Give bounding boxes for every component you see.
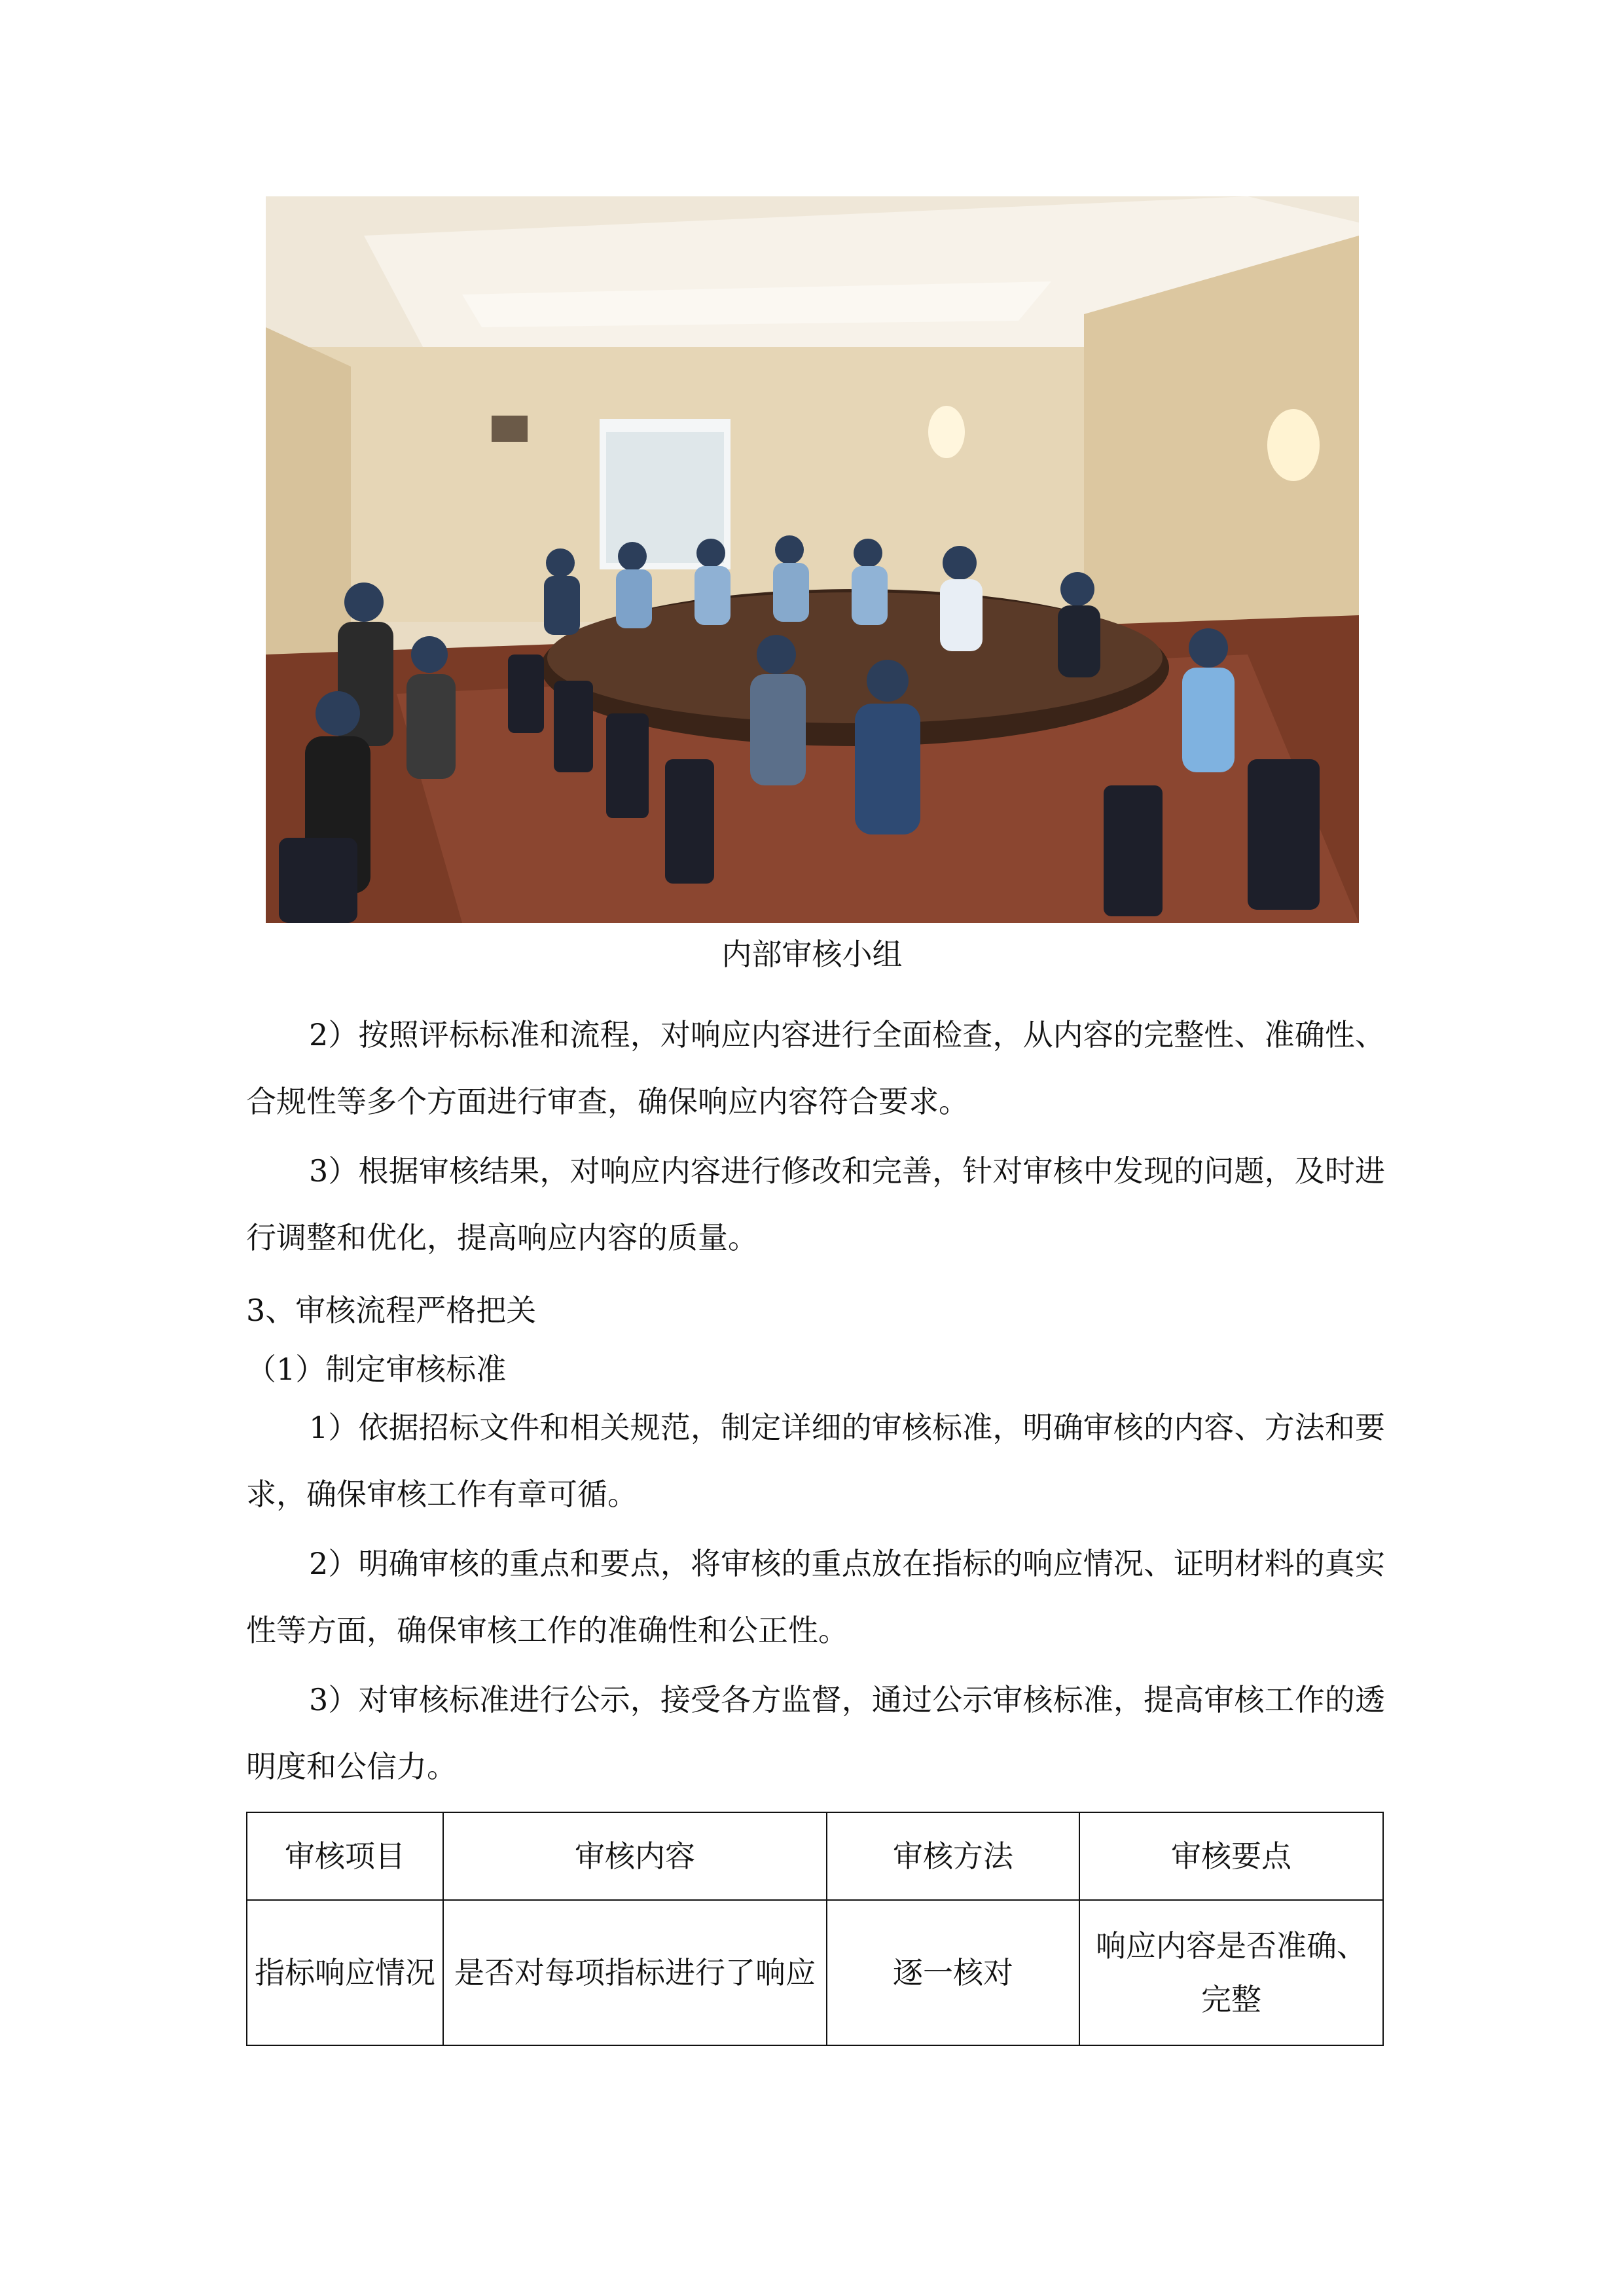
table-row bbox=[247, 1900, 1383, 2045]
table-header-cell: 审核方法 bbox=[827, 1812, 1079, 1900]
meeting-photo-illustration bbox=[266, 196, 1359, 923]
paragraph-standard-2: 2）明确审核的重点和要点，将审核的重点放在指标的响应情况、证明材料的真实性等方面，确保审核工作的准确性和公正性。 bbox=[246, 1546, 1385, 1648]
table-cell: 响应内容是否准确、完整 bbox=[1079, 1900, 1383, 2045]
table-header-cell: 审核项目 bbox=[247, 1812, 443, 1900]
table-cell: 是否对每项指标进行了响应 bbox=[443, 1900, 827, 2045]
meeting-photo bbox=[266, 196, 1359, 923]
table-cell: 指标响应情况 bbox=[247, 1900, 443, 2045]
figure-caption: 内部审核小组 bbox=[721, 937, 903, 972]
table-cell: 逐一核对 bbox=[827, 1900, 1079, 2045]
paragraph-review-revise: 3）根据审核结果，对响应内容进行修改和完善，针对审核中发现的问题，及时进行调整和优化，提高响应内容的质量。 bbox=[246, 1153, 1385, 1255]
table-header-cell: 审核要点 bbox=[1079, 1812, 1383, 1900]
audit-table bbox=[246, 1812, 1384, 2046]
section-heading: 3、审核流程严格把关 bbox=[246, 1293, 537, 1328]
table-header-row bbox=[247, 1812, 1383, 1900]
table-header-cell: 审核内容 bbox=[443, 1812, 827, 1900]
paragraph-standard-1: 1）依据招标文件和相关规范，制定详细的审核标准，明确审核的内容、方法和要求，确保审核工作有章可循。 bbox=[246, 1410, 1385, 1512]
paragraph-review-check: 2）按照评标标准和流程，对响应内容进行全面检查，从内容的完整性、准确性、合规性等多个方面进行审查，确保响应内容符合要求。 bbox=[246, 1017, 1385, 1119]
sub-heading: （1）制定审核标准 bbox=[246, 1352, 507, 1387]
paragraph-standard-3: 3）对审核标准进行公示，接受各方监督，通过公示审核标准，提高审核工作的透明度和公信力。 bbox=[246, 1682, 1385, 1784]
